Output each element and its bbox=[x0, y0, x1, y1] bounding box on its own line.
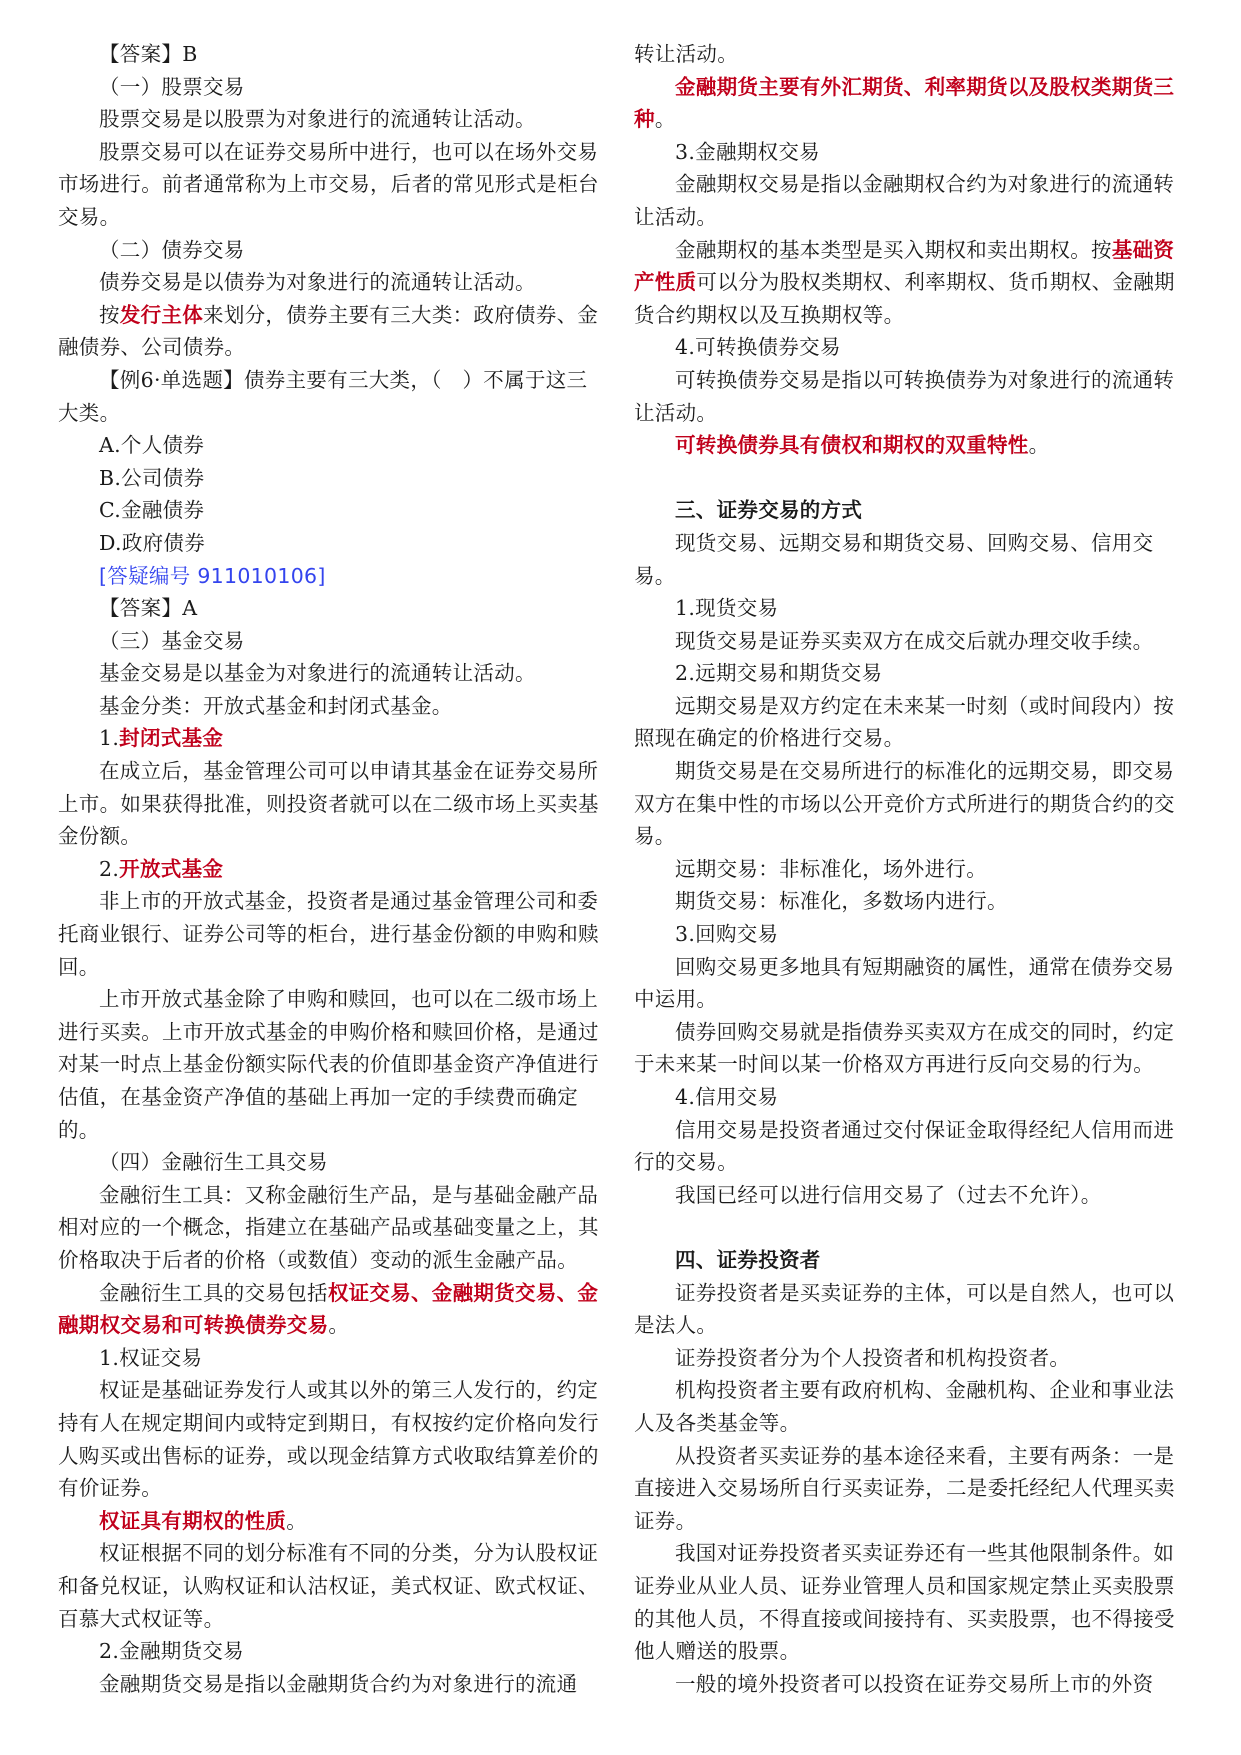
section-heading: 三、证券交易的方式 bbox=[675, 498, 863, 523]
paragraph: 期货交易是在交易所进行的标准化的远期交易，即交易双方在集中性的市场以公开竞价方式所进行的期货合约的交易。 bbox=[634, 759, 1175, 849]
paragraph: 【例6·单选题】债券主要有三大类，（ ）不属于这三大类。 bbox=[58, 367, 588, 425]
highlighted-text: 发行主体 bbox=[119, 302, 204, 327]
paragraph: 回购交易更多地具有短期融资的属性，通常在债券交易中运用。 bbox=[634, 954, 1175, 1012]
paragraph bbox=[634, 71, 1189, 136]
left-column bbox=[58, 38, 603, 1700]
paragraph-spacer bbox=[634, 1211, 1189, 1244]
paragraph: 2.远期交易和期货交易 bbox=[675, 661, 883, 686]
paragraph: 信用交易是投资者通过交付保证金取得经纪人信用而进行的交易。 bbox=[634, 1117, 1175, 1175]
text-run: 按 bbox=[99, 302, 120, 327]
text-run: 1. bbox=[99, 726, 120, 751]
paragraph: 现货交易是证券买卖双方在成交后就办理交收手续。 bbox=[675, 628, 1154, 653]
paragraph: 证券投资者分为个人投资者和机构投资者。 bbox=[675, 1345, 1071, 1370]
paragraph: 远期交易：非标准化，场外进行。 bbox=[675, 856, 987, 881]
text-run: 2. bbox=[99, 856, 120, 881]
text-run: 金融期权的基本类型是买入期权和卖出期权。按 bbox=[675, 237, 1112, 262]
paragraph bbox=[58, 853, 603, 886]
paragraph: 证券投资者是买卖证券的主体，可以是自然人，也可以是法人。 bbox=[634, 1280, 1175, 1338]
paragraph: 期货交易：标准化，多数场内进行。 bbox=[675, 889, 1008, 914]
paragraph: A.个人债券 bbox=[99, 433, 205, 458]
highlighted-text: 封闭式基金 bbox=[119, 726, 224, 751]
highlighted-text: 开放式基金 bbox=[119, 856, 224, 881]
paragraph: 2.金融期货交易 bbox=[99, 1639, 244, 1664]
paragraph: 股票交易可以在证券交易所中进行，也可以在场外交易市场进行。前者通常称为上市交易，后者的常见形式是柜台交易。 bbox=[58, 139, 599, 229]
paragraph: 债券交易是以债券为对象进行的流通转让活动。 bbox=[99, 270, 536, 295]
highlighted-text: 基础资产性质 bbox=[634, 237, 1175, 295]
paragraph: 3.回购交易 bbox=[675, 922, 779, 947]
paragraph: （二）债券交易 bbox=[99, 237, 245, 262]
paragraph: 在成立后，基金管理公司可以申请其基金在证券交易所上市。如果获得批准，则投资者就可以在二级市场上买卖基金份额。 bbox=[58, 759, 599, 849]
paragraph: 4.信用交易 bbox=[675, 1085, 779, 1109]
paragraph: 基金分类：开放式基金和封闭式基金。 bbox=[99, 693, 453, 718]
highlighted-text: 权证具有期权的性质 bbox=[99, 1508, 287, 1533]
paragraph: 金融衍生工具：又称金融衍生产品，是与基础金融产品相对应的一个概念，指建立在基础产品或基础变量之上，其价格取决于后者的价格（或数值）变动的派生金融产品。 bbox=[58, 1182, 599, 1272]
paragraph: 债券回购交易就是指债券买卖双方在成交的同时，约定于未来某一时间以某一价格双方再进行反向交易的行为。 bbox=[634, 1019, 1175, 1077]
paragraph: 基金交易是以基金为对象进行的流通转让活动。 bbox=[99, 661, 536, 686]
paragraph: 【答案】B bbox=[99, 42, 198, 66]
paragraph: 3.金融期权交易 bbox=[675, 139, 820, 164]
highlighted-text: 权证交易、金融期货交易、金融期权交易和可转换债券交易 bbox=[58, 1280, 599, 1338]
text-run: 来划分，债券主要有三大类：政府债券、金融债券、公司债券。 bbox=[58, 302, 599, 360]
paragraph: C.金融债券 bbox=[99, 498, 205, 523]
paragraph bbox=[58, 299, 603, 364]
paragraph: 权证根据不同的划分标准有不同的分类，分为认股权证和备兑权证，认购权证和认沽权证，美式权证、欧式权证、百慕大式权证等。 bbox=[58, 1541, 599, 1631]
right-column bbox=[634, 38, 1189, 1700]
paragraph: （一）股票交易 bbox=[99, 74, 245, 99]
paragraph: D.政府债券 bbox=[99, 530, 206, 555]
paragraph bbox=[58, 722, 603, 755]
paragraph bbox=[634, 234, 1189, 332]
paragraph bbox=[58, 1505, 603, 1538]
paragraph: 【答案】A bbox=[99, 596, 198, 621]
text-run: 。 bbox=[286, 1508, 308, 1533]
text-run: 。 bbox=[654, 107, 676, 132]
highlighted-text: 可转换债券具有债权和期权的双重特性 bbox=[675, 433, 1029, 458]
paragraph: 金融期货交易是指以金融期货合约为对象进行的流通 bbox=[99, 1671, 578, 1696]
text-run: 金融衍生工具的交易包括 bbox=[99, 1280, 328, 1305]
paragraph-spacer bbox=[634, 462, 1189, 495]
paragraph: 一般的境外投资者可以投资在证券交易所上市的外资 bbox=[675, 1671, 1154, 1696]
paragraph: 从投资者买卖证券的基本途径来看，主要有两条：一是直接进入交易场所自行买卖证券，二是委托经纪人代理买卖证券。 bbox=[634, 1443, 1175, 1533]
paragraph bbox=[58, 1277, 603, 1342]
section-heading: 四、证券投资者 bbox=[675, 1247, 821, 1272]
paragraph: B.公司债券 bbox=[99, 465, 205, 490]
paragraph: 机构投资者主要有政府机构、金融机构、企业和事业法人及各类基金等。 bbox=[634, 1378, 1175, 1435]
highlighted-text: 金融期货主要有外汇期货、利率期货以及股权类期货三种 bbox=[634, 74, 1175, 132]
paragraph: 上市开放式基金除了申购和赎回，也可以在二级市场上进行买卖。上市开放式基金的申购价格和赎回价格，是通过对某一时点上基金份额实际代表的价值即基金资产净值进行估值，在基金资产净值的基础上再加一定的手续费而确定的。 bbox=[58, 987, 599, 1142]
paragraph: （三）基金交易 bbox=[99, 628, 245, 653]
paragraph bbox=[634, 429, 1189, 462]
paragraph: 1.权证交易 bbox=[99, 1345, 203, 1370]
paragraph: 我国对证券投资者买卖证券还有一些其他限制条件。如证券业从业人员、证券业管理人员和国家规定禁止买卖股票的其他人员，不得直接或间接持有、买卖股票，也不得接受他人赠送的股票。 bbox=[634, 1541, 1175, 1664]
paragraph: 转让活动。 bbox=[634, 42, 738, 66]
paragraph: 股票交易是以股票为对象进行的流通转让活动。 bbox=[99, 107, 536, 132]
paragraph: 远期交易是双方约定在未来某一时刻（或时间段内）按照现在确定的价格进行交易。 bbox=[634, 693, 1175, 751]
paragraph: 可转换债券交易是指以可转换债券为对象进行的流通转让活动。 bbox=[634, 367, 1175, 425]
paragraph: 1.现货交易 bbox=[675, 596, 779, 621]
text-run: 可以分为股权类期权、利率期权、货币期权、金融期货合约期权以及互换期权等。 bbox=[634, 270, 1175, 327]
text-run: 。 bbox=[328, 1313, 350, 1338]
paragraph: （四）金融衍生工具交易 bbox=[99, 1150, 328, 1175]
text-run: 。 bbox=[1028, 433, 1050, 458]
paragraph: 权证是基础证券发行人或其以外的第三人发行的，约定持有人在规定期间内或特定到期日，有权按约定价格向发行人购买或出售标的证券，或以现金结算方式收取结算差价的有价证券。 bbox=[58, 1378, 599, 1501]
paragraph: 金融期权交易是指以金融期权合约为对象进行的流通转让活动。 bbox=[634, 172, 1175, 229]
paragraph: 4.可转换债券交易 bbox=[675, 335, 841, 360]
paragraph: 非上市的开放式基金，投资者是通过基金管理公司和委托商业银行、证券公司等的柜台，进行基金份额的申购和赎回。 bbox=[58, 889, 599, 979]
paragraph: 我国已经可以进行信用交易了（过去不允许）。 bbox=[675, 1182, 1102, 1207]
answer-reference-link[interactable]: [答疑编号 911010106] bbox=[99, 563, 326, 588]
paragraph: 现货交易、远期交易和期货交易、回购交易、信用交易。 bbox=[634, 530, 1154, 588]
